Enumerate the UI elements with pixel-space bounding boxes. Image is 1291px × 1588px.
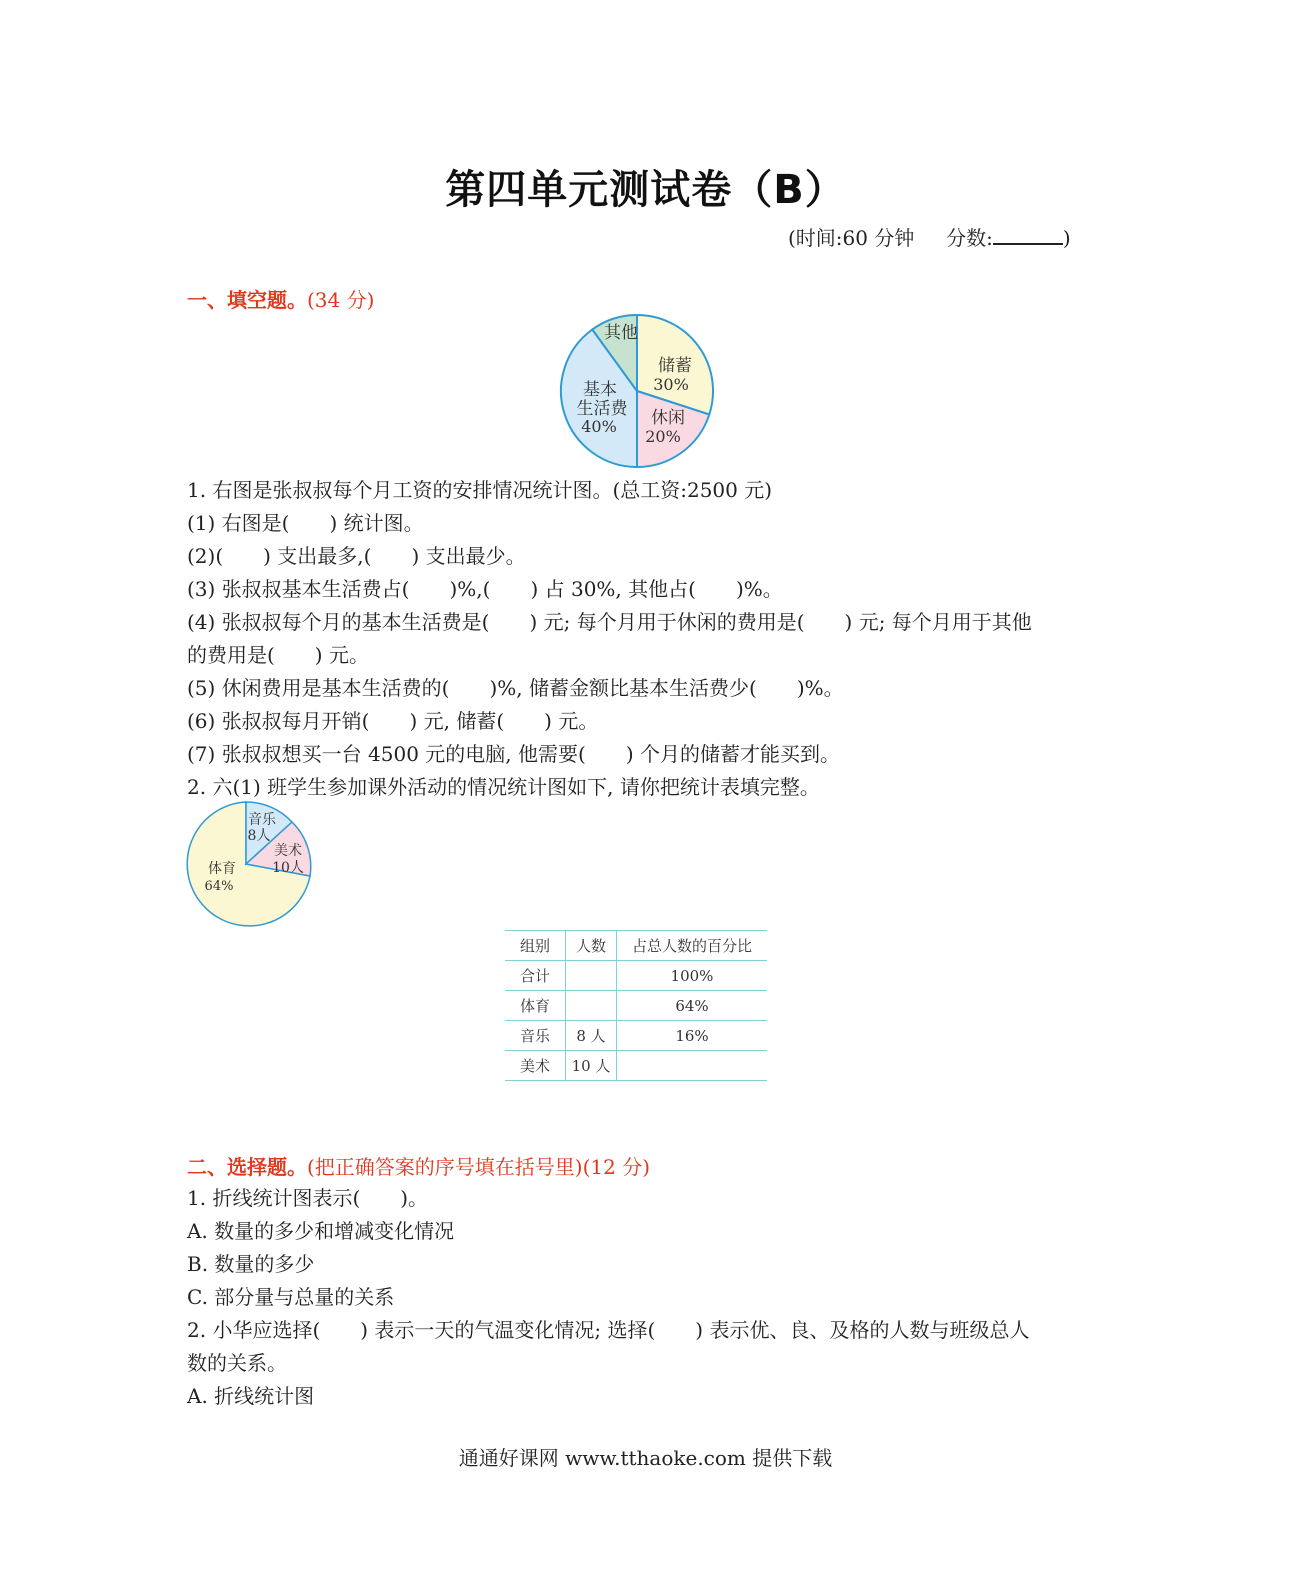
pie2-value-art: 10人 [272, 860, 304, 876]
table-cell: 合计 [505, 961, 566, 991]
pie2-value-music: 8人 [247, 828, 271, 844]
q1-line: 的费用是( ) 元。 [187, 643, 369, 667]
section-2-title: 二、选择题。 [187, 1155, 307, 1179]
pie2-label-art: 美术 [274, 843, 302, 859]
q1-line: 2. 六(1) 班学生参加课外活动的情况统计图如下, 请你把统计表填完整。 [187, 775, 820, 799]
table-row [505, 1021, 767, 1051]
q1-line: (2)( ) 支出最多,( ) 支出最少。 [187, 544, 526, 568]
footer-credit: 通通好课网 www.tthaoke.com 提供下载 [458, 1446, 833, 1470]
table-cell: 8 人 [566, 1021, 617, 1051]
statistics-table [505, 930, 767, 1081]
meta-close: ) [1062, 226, 1071, 250]
q2-line: 数的关系。 [187, 1351, 287, 1375]
table-cell: 100% [617, 961, 768, 991]
q1-line: (5) 休闲费用是基本生活费的( )%, 储蓄金额比基本生活费少( )%。 [187, 676, 844, 700]
table-cell: 10 人 [566, 1051, 617, 1081]
pie2-label-sports: 体育 [208, 861, 236, 877]
score-label: 分数: [946, 226, 993, 250]
table-cell: 音乐 [505, 1021, 566, 1051]
section-2-points: (把正确答案的序号填在括号里)(12 分) [307, 1155, 651, 1179]
time-label: (时间:60 分钟 [788, 226, 915, 250]
score-blank[interactable] [993, 225, 1063, 245]
table-row [505, 991, 767, 1021]
pie2-value-sports: 64% [204, 879, 234, 894]
pie2-label-music: 音乐 [248, 812, 276, 828]
pie1-label-leisure: 休闲 [651, 408, 685, 428]
salary-pie-chart [555, 309, 720, 474]
q2-option: A. 数量的多少和增减变化情况 [187, 1219, 455, 1243]
question-1-block [187, 474, 1032, 804]
section-2-block [187, 1182, 1029, 1413]
q2-line: 1. 折线统计图表示( )。 [187, 1186, 429, 1210]
activity-pie-chart [182, 800, 314, 932]
pie1-label-other: 其他 [604, 323, 638, 343]
table-cell: 64% [617, 991, 768, 1021]
q2-option: C. 部分量与总量的关系 [187, 1285, 395, 1309]
table-header-cell: 占总人数的百分比 [617, 931, 768, 961]
table-cell-blank[interactable] [566, 961, 617, 991]
q2-line: 2. 小华应选择( ) 表示一天的气温变化情况; 选择( ) 表示优、良、及格的人数与班级总人 [187, 1318, 1030, 1342]
pie1-label-living-2: 生活费 [576, 399, 628, 419]
pie1-label-savings: 储蓄 [658, 356, 692, 376]
table-header-cell: 组别 [505, 931, 566, 961]
table-row [505, 1051, 767, 1081]
table-cell-blank[interactable] [617, 1051, 768, 1081]
q1-line: (4) 张叔叔每个月的基本生活费是( ) 元; 每个月用于休闲的费用是( ) 元; 每个月用于其他 [187, 610, 1032, 634]
pie1-value-living: 40% [581, 417, 617, 436]
q2-option: B. 数量的多少 [187, 1252, 315, 1276]
pie1-label-living-1: 基本 [583, 380, 617, 400]
q1-line: 1. 右图是张叔叔每个月工资的安排情况统计图。(总工资:2500 元) [187, 478, 773, 502]
pie1-value-leisure: 20% [645, 427, 681, 446]
q1-line: (6) 张叔叔每月开销( ) 元, 储蓄( ) 元。 [187, 709, 599, 733]
table-header-row [505, 931, 767, 961]
page-title: 第四单元测试卷（B） [445, 167, 846, 213]
table-header-cell: 人数 [566, 931, 617, 961]
q1-line: (3) 张叔叔基本生活费占( )%,( ) 占 30%, 其他占( )%。 [187, 577, 783, 601]
q2-option: A. 折线统计图 [187, 1384, 315, 1408]
table-cell-blank[interactable] [566, 991, 617, 1021]
table-cell: 体育 [505, 991, 566, 1021]
exam-meta [788, 222, 1071, 251]
section-1-title: 一、填空题。 [187, 288, 307, 312]
q1-line: (1) 右图是( ) 统计图。 [187, 511, 424, 535]
section-1-points: (34 分) [307, 288, 375, 312]
section-2-heading [187, 1151, 650, 1180]
section-1-heading [187, 284, 374, 313]
table-cell: 美术 [505, 1051, 566, 1081]
pie1-value-savings: 30% [653, 375, 689, 394]
table-cell: 16% [617, 1021, 768, 1051]
table-row [505, 961, 767, 991]
q1-line: (7) 张叔叔想买一台 4500 元的电脑, 他需要( ) 个月的储蓄才能买到。 [187, 742, 840, 766]
